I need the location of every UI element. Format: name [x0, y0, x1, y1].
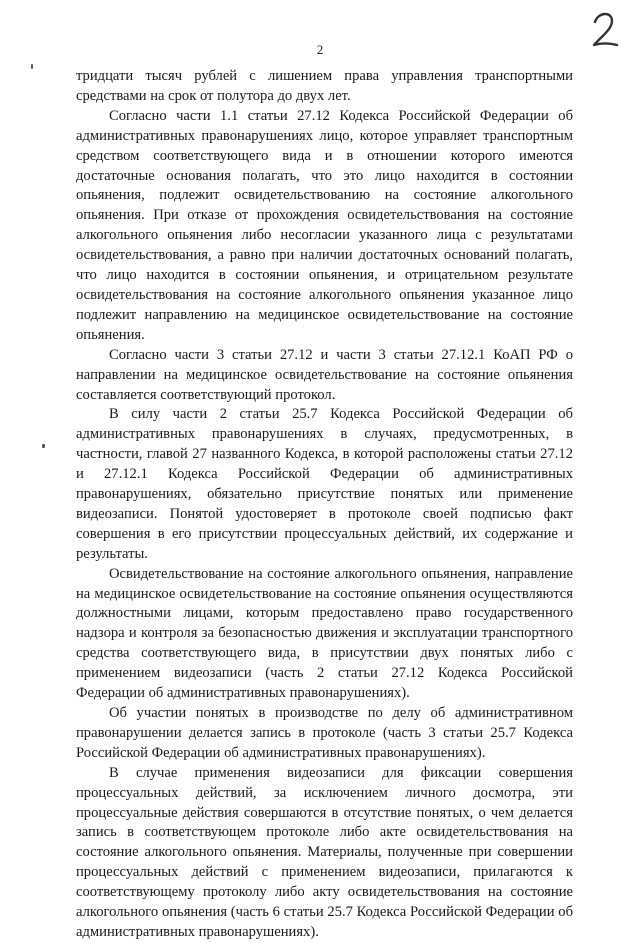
- paragraph: Об участии понятых в производстве по делу об административном правонарушении делается запись в протоколе (часть 3 статьи 25.7 Кодекса Российской Федерации об административных правонарушениях).: [76, 705, 573, 761]
- paragraph: Согласно части 1.1 статьи 27.12 Кодекса Российской Федерации об административных правонарушениях лицо, которое управляет транспортным средством соответствующего вида и в отношении которого имеются достаточные основания полагать, что это лицо находится в состоянии опьянения, подлежит освидетельствованию на состояние алкогольного опьянения. При отказе от прохождения освидетельствования на состояние алкогольного опьянения либо несогласии указанного лица с результатами освидетельствования, а равно при наличии достаточных оснований полагать, что лицо находится в состоянии опьянения, и отрицательном результате освидетельствования на состояние алкогольного опьянения указанное лицо подлежит направлению на медицинское освидетельствование на состояние опьянения.: [76, 107, 573, 343]
- paragraph: тридцати тысяч рублей с лишением права управления транспортными средствами на срок от полутора до двух лет.: [76, 68, 573, 104]
- handwritten-page-number: [590, 8, 620, 50]
- page-number: 2: [316, 42, 324, 57]
- paragraph: В силу части 2 статьи 25.7 Кодекса Российской Федерации об административных правонарушениях в случаях, предусмотренных, в частности, главой 27 названного Кодекса, в которой расположены статьи 27.12 и 27.12.1 Кодекса Российской Федерации об административных правонарушениях, обязательно присутствие понятых или применение видеозаписи. Понятой удостоверяет в протоколе своей подписью факт совершения в его присутствии процессуальных действий, их содержание и результаты.: [76, 406, 573, 562]
- document-body: [76, 67, 573, 943]
- paragraph: Освидетельствование на состояние алкогольного опьянения, направление на медицинское освидетельствование на состояние опьянения осуществляются должностными лицами, которым предоставлено право государственного надзора и контроля за безопасностью движения и эксплуатации транспортного средства соответствующего вида, в присутствии двух понятых либо с применением видеозаписи (часть 2 статьи 27.12 Кодекса Российской Федерации об административных правонарушениях).: [76, 565, 573, 702]
- margin-mark: [42, 444, 45, 448]
- paragraph: Согласно части 3 статьи 27.12 и части 3 статьи 27.12.1 КоАП РФ о направлении на медицинское освидетельствование на состояние опьянения составляется соответствующий протокол.: [76, 346, 573, 403]
- paragraph: В случае применения видеозаписи для фиксации совершения процессуальных действий, за исключением личного досмотра, эти процессуальные действия совершаются в отсутствие понятых, о чем делается запись в соответствующем протоколе либо акте освидетельствования на состояние алкогольного опьянения. Материалы, полученные при совершении процессуальных действий с применением видеозаписи, прилагаются к соответствующему протоколу либо акту освидетельствования на состояние алкогольного опьянения (часть 6 статьи 25.7 Кодекса Российской Федерации об административных правонарушениях).: [76, 764, 573, 940]
- margin-mark: [31, 64, 33, 69]
